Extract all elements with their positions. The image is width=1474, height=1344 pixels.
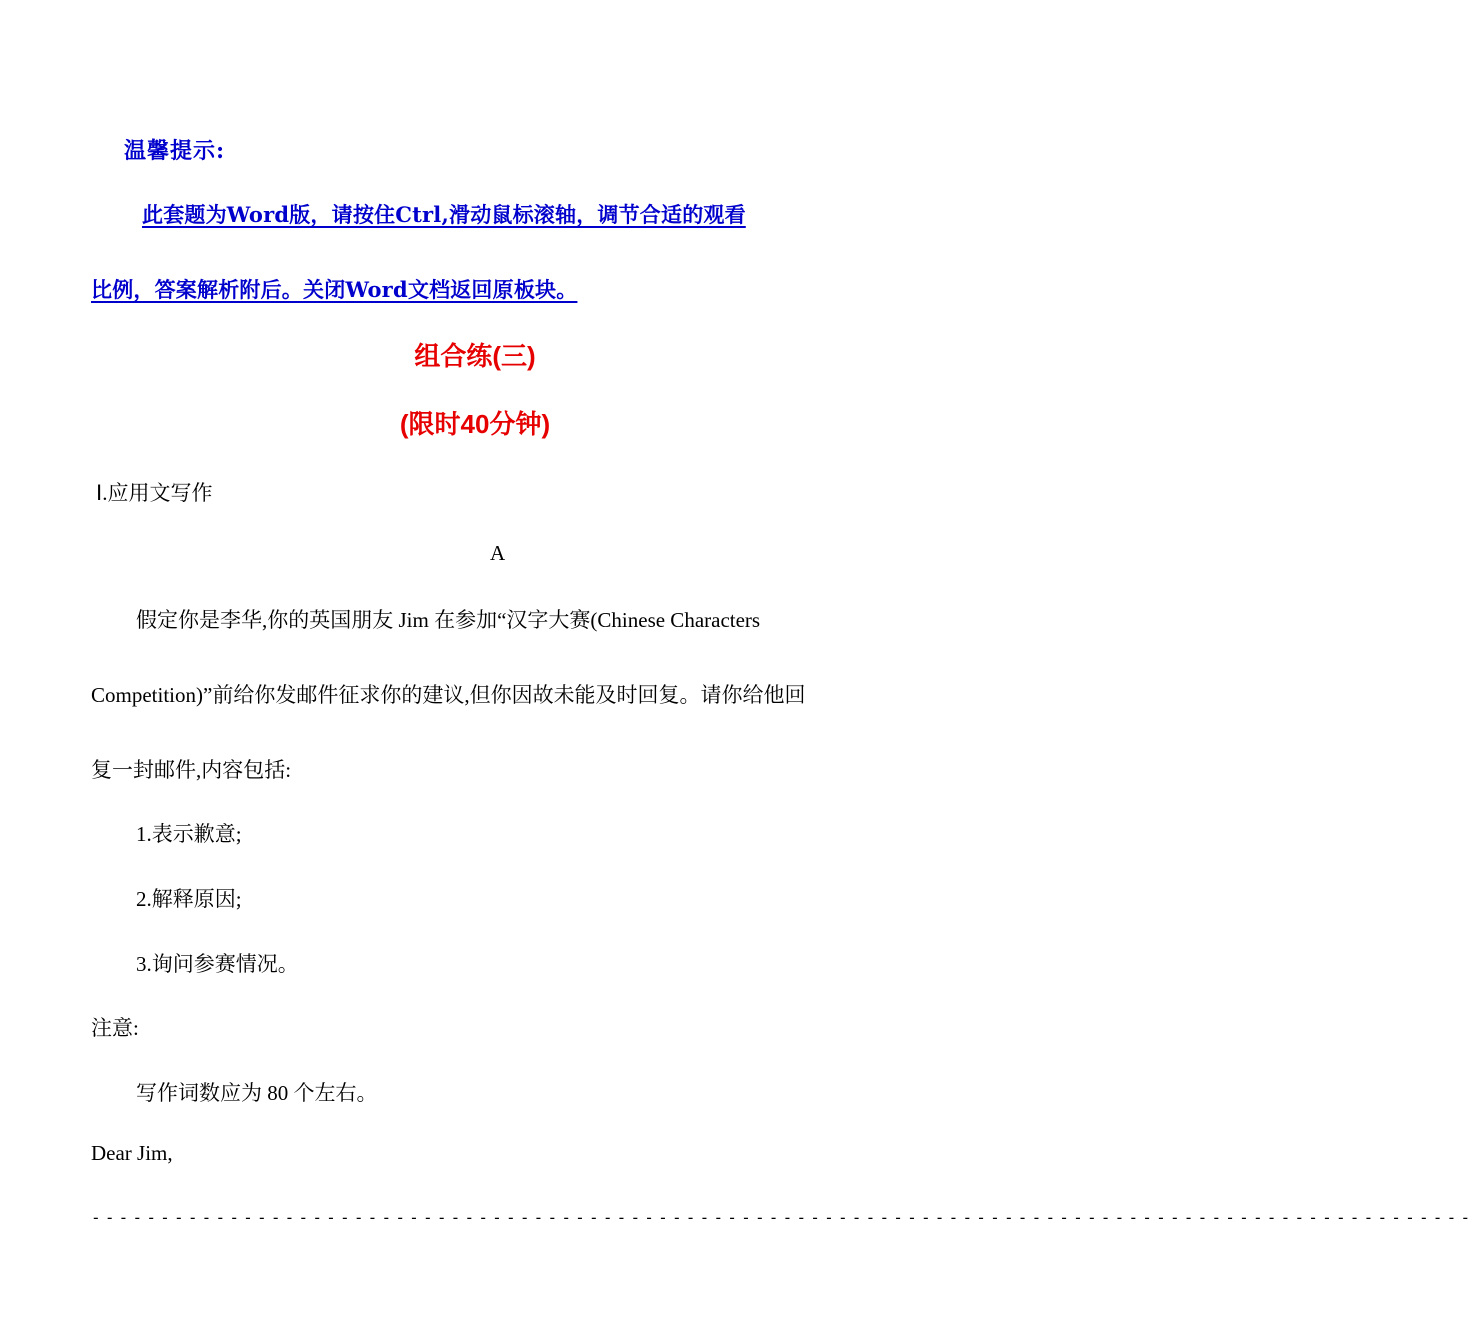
list-item: 2.解释原因; <box>136 887 242 911</box>
note-text: 写作词数应为 80 个左右。 <box>136 1081 378 1105</box>
time-limit: (限时40分钟) <box>399 409 551 439</box>
note-label: 注意: <box>91 1016 139 1040</box>
page-title: 组合练(三) <box>414 341 536 371</box>
task-label: A <box>490 541 506 565</box>
letter-greeting: Dear Jim, <box>91 1141 173 1165</box>
tip-link-line-2[interactable]: 比例，答案解析附后。关闭Word文档返回原板块。 <box>91 277 578 302</box>
task-paragraph-line-1: 假定你是李华,你的英国朋友 Jim 在参加“汉字大赛(Chinese Characters <box>136 608 761 632</box>
tip-title: 温馨提示: <box>124 138 226 164</box>
section-heading: Ⅰ.应用文写作 <box>96 481 213 505</box>
list-item: 3.询问参赛情况。 <box>136 952 299 976</box>
answer-blank-line: ---------------------------------------------------------------------------------------------------- <box>91 1208 1474 1227</box>
task-paragraph-line-2: Competition)”前给你发邮件征求你的建议,但你因故未能及时回复。请你给他回 <box>91 683 806 707</box>
tip-link-line-1[interactable]: 此套题为Word版，请按住Ctrl,滑动鼠标滚轴，调节合适的观看 <box>142 202 746 227</box>
task-paragraph-line-3: 复一封邮件,内容包括: <box>91 758 292 782</box>
list-item: 1.表示歉意; <box>136 822 242 846</box>
